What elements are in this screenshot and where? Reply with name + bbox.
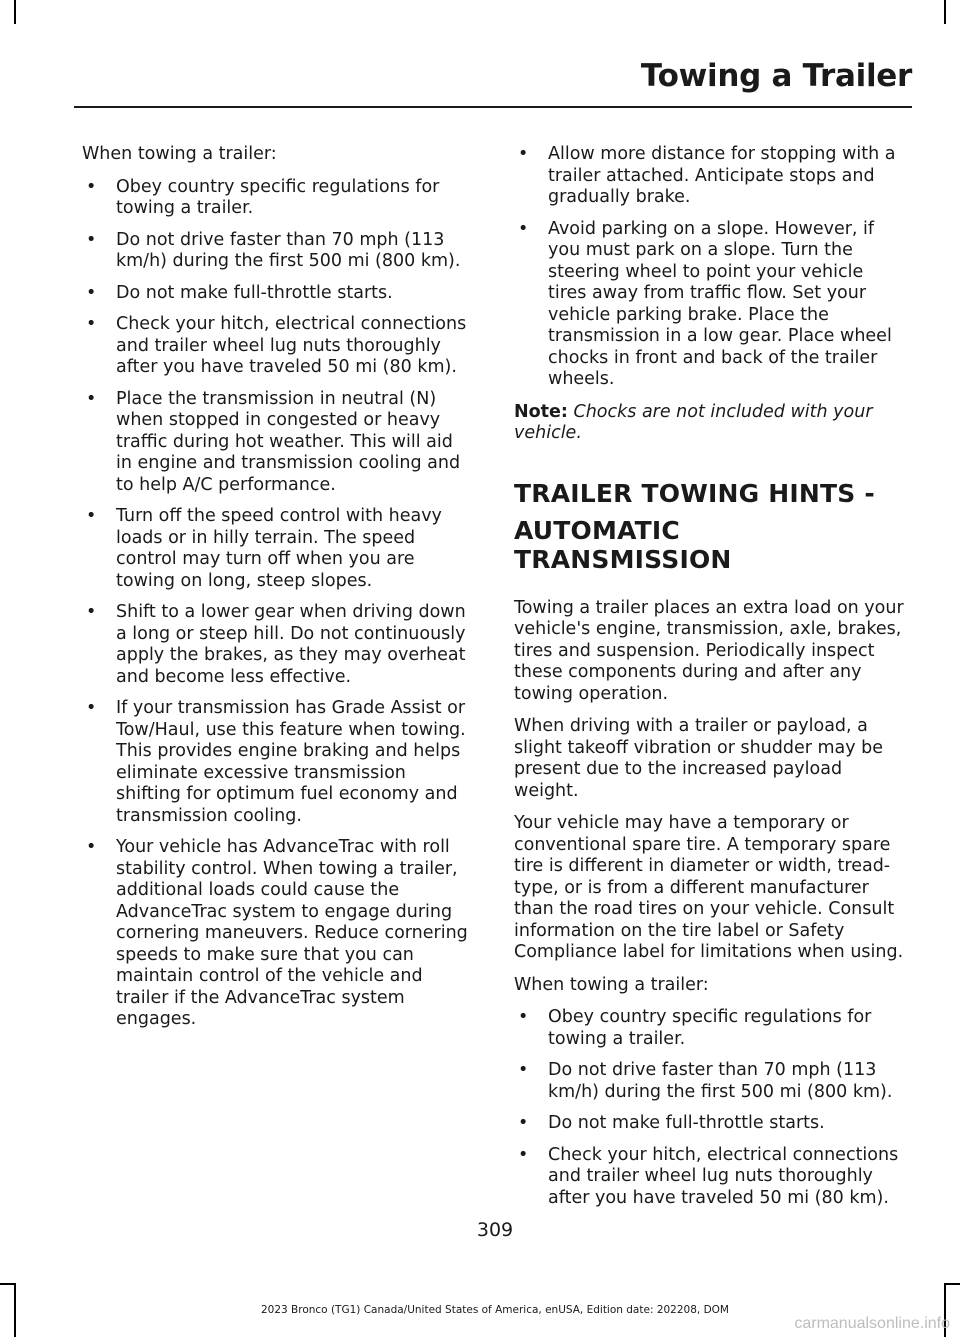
paragraph: When towing a trailer: (514, 974, 709, 995)
watermark: carmanualsonline.info (794, 1315, 950, 1332)
list-item: • Obey country specific regulations for towing a trailer. (82, 177, 474, 220)
towing-tips-list (514, 1007, 906, 1209)
list-item: • Do not make full-throttle starts. (514, 1113, 906, 1135)
page-title: Towing a Trailer (640, 58, 912, 94)
crop-mark (944, 0, 946, 24)
note (514, 402, 906, 445)
list-item: • If your transmission has Grade Assist or Tow/Haul, use this feature when towing. This provides engine braking and helps eliminate excessive transmission shifting for optimum fuel economy and transmission cooling. (82, 698, 474, 827)
header-rule (74, 106, 912, 108)
intro-text: When towing a trailer: (82, 144, 277, 164)
list-item: • Place the transmission in neutral (N) when stopped in congested or heavy traffic during hot weather. This will aid in engine and transmission cooling and to help A/C performance. (82, 389, 474, 497)
list-item: • Shift to a lower gear when driving down a long or steep hill. Do not continuously apply the brakes, as they may overheat and become less effective. (82, 602, 474, 688)
edition-footer: 2023 Bronco (TG1) Canada/United States of America, enUSA, Edition date: 202208, DOM (260, 1304, 729, 1316)
page-number: 309 (476, 1219, 514, 1241)
stopping-tips-list (514, 144, 906, 391)
list-item: • Do not make full-throttle starts. (82, 283, 474, 305)
list-item: • Do not drive faster than 70 mph (113 km/h) during the first 500 mi (800 km). (82, 230, 474, 273)
note-text: Chocks are not included with your vehicle. (514, 401, 873, 443)
list-item: • Turn off the speed control with heavy loads or in hilly terrain. The speed control may turn off when you are towing on long, steep slopes. (82, 506, 474, 592)
towing-tips-list (82, 177, 474, 1031)
paragraph: When driving with a trailer or payload, a slight takeoff vibration or shudder may be present due to the increased payload weight. (514, 716, 884, 801)
crop-mark (944, 1283, 960, 1285)
list-item: • Allow more distance for stopping with a trailer attached. Anticipate stops and gradually brake. (514, 144, 906, 209)
crop-mark (0, 1283, 16, 1285)
list-item: • Your vehicle has AdvanceTrac with roll stability control. When towing a trailer, additional loads could cause the AdvanceTrac system to engage during cornering maneuvers. Reduce cornering speeds to make sure that you can maintain control of the vehicle and trailer if the AdvanceTrac system engages. (82, 837, 474, 1031)
section-heading (514, 479, 906, 574)
list-item: • Avoid parking on a slope. However, if you must park on a slope. Turn the steering wheel to point your vehicle tires away from traffic flow. Set your vehicle parking brake. Place the transmission in a low gear. Place wheel chocks in front and back of the trailer wheels. (514, 219, 906, 391)
section-heading-line: AUTOMATIC TRANSMISSION (514, 515, 732, 574)
left-column (82, 144, 474, 1042)
paragraph: Your vehicle may have a temporary or conventional spare tire. A temporary spare tire is different in diameter or width, tread-type, or is from a different manufacturer than the road tires on your vehicle. Consult information on the tire label or Safety Compliance label for limitations when using. (514, 813, 904, 962)
paragraph: Towing a trailer places an extra load on your vehicle's engine, transmission, axle, brakes, tires and suspension. Periodically inspect these components during and after any towing operation. (514, 597, 904, 704)
list-item: • Check your hitch, electrical connections and trailer wheel lug nuts thoroughly after you have traveled 50 mi (80 km). (82, 314, 474, 379)
section-heading-line: TRAILER TOWING HINTS - (514, 478, 875, 508)
right-column (514, 144, 906, 1220)
list-item: • Do not drive faster than 70 mph (113 km/h) during the first 500 mi (800 km). (514, 1060, 906, 1103)
list-item: • Obey country specific regulations for towing a trailer. (514, 1007, 906, 1050)
note-label: Note: (514, 401, 568, 422)
crop-mark (14, 0, 16, 24)
list-item: • Check your hitch, electrical connections and trailer wheel lug nuts thoroughly after you have traveled 50 mi (80 km). (514, 1145, 906, 1210)
